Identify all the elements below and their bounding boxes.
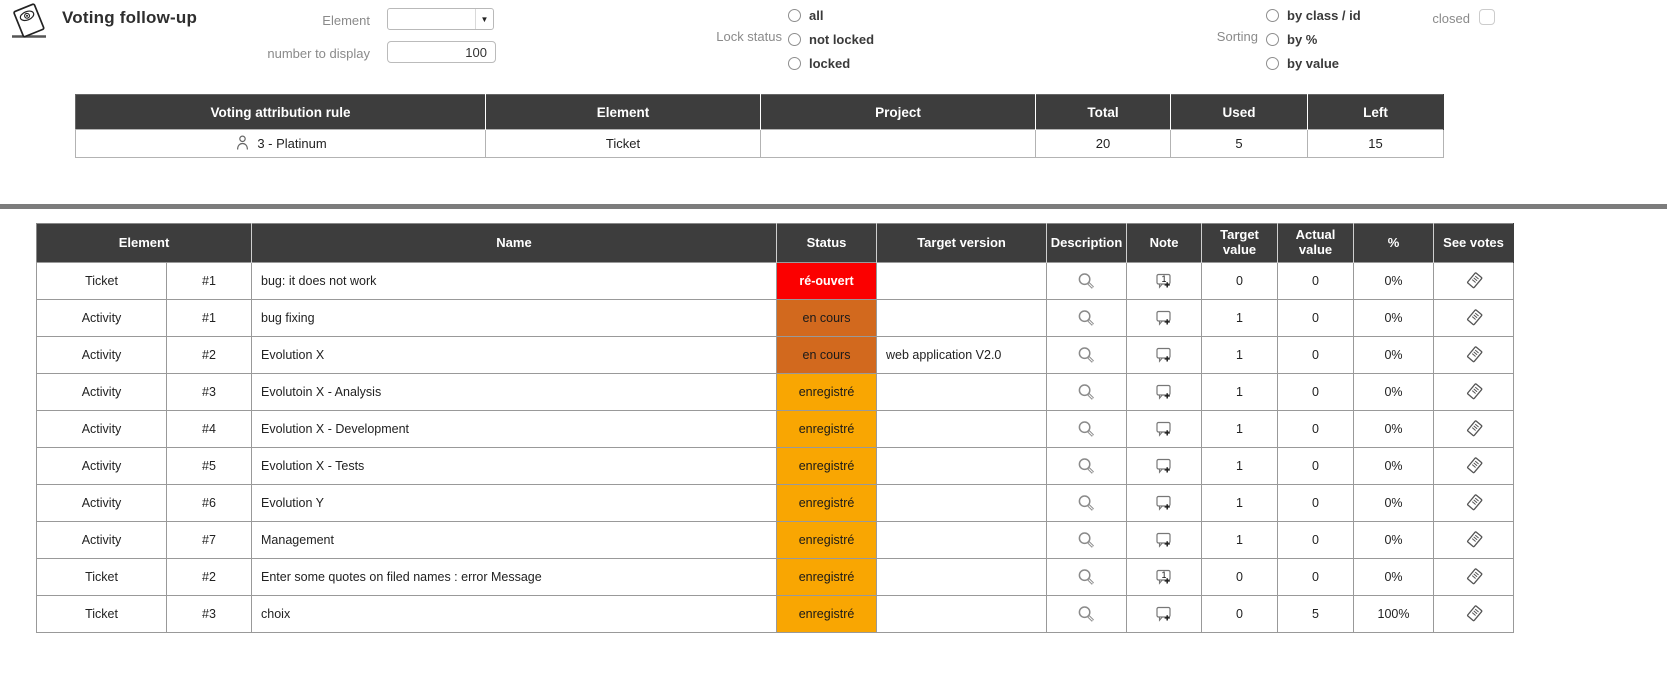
see-votes-icon[interactable] [1463,344,1485,366]
cell-actual-value: 0 [1278,448,1354,485]
description-magnifier-icon[interactable] [1076,382,1097,403]
col-left: Left [1308,95,1444,130]
rule-name: 3 - Platinum [257,136,327,151]
cell-element-type: Activity [37,522,167,559]
description-magnifier-icon[interactable] [1076,271,1097,292]
col-percent: % [1354,224,1434,263]
svg-text:1: 1 [1161,569,1167,580]
status-badge: en cours [777,337,876,373]
status-badge: ré-ouvert [777,263,876,299]
add-note-icon[interactable] [1154,419,1174,439]
cell-name: Evolution X [252,337,777,374]
sorting-label: Sorting [1216,29,1258,44]
cell-element-type: Activity [37,374,167,411]
vote-row[interactable] [37,300,1514,337]
cell-target-version [877,448,1047,485]
see-votes-icon[interactable] [1463,381,1485,403]
vote-row[interactable] [37,411,1514,448]
cell-percent: 0% [1354,448,1434,485]
cell-actual-value: 0 [1278,559,1354,596]
vote-row[interactable] [37,448,1514,485]
radio-all[interactable] [788,9,801,22]
col-status: Status [777,224,877,263]
rule-project [761,130,1036,158]
add-note-icon[interactable] [1154,567,1174,587]
svg-text:1: 1 [1161,273,1167,284]
vote-row[interactable] [37,485,1514,522]
closed-label: closed [1432,11,1470,26]
see-votes-icon[interactable] [1463,603,1485,625]
cell-percent: 100% [1354,596,1434,633]
cell-element-id: #2 [167,337,252,374]
vote-row[interactable] [37,374,1514,411]
description-magnifier-icon[interactable] [1076,567,1097,588]
cell-actual-value: 0 [1278,374,1354,411]
rule-left: 15 [1308,130,1444,158]
rule-used: 5 [1171,130,1308,158]
lock-status-radio-group [788,3,874,75]
add-note-icon[interactable] [1154,382,1174,402]
cell-element-id: #2 [167,559,252,596]
cell-target-version [877,300,1047,337]
cell-name: Evolution Y [252,485,777,522]
cell-element-id: #7 [167,522,252,559]
vote-row[interactable] [37,559,1514,596]
cell-actual-value: 0 [1278,263,1354,300]
cell-target-value: 1 [1202,300,1278,337]
description-magnifier-icon[interactable] [1076,308,1097,329]
cell-percent: 0% [1354,374,1434,411]
cell-percent: 0% [1354,263,1434,300]
votes-table [36,223,1514,633]
cell-target-version [877,411,1047,448]
cell-name: choix [252,596,777,633]
cell-actual-value: 0 [1278,337,1354,374]
cell-name: bug: it does not work [252,263,777,300]
vote-row[interactable] [37,337,1514,374]
number-to-display-label: number to display [267,46,370,61]
col-name: Name [252,224,777,263]
cell-name: Evolution X - Development [252,411,777,448]
add-note-icon[interactable] [1154,308,1174,328]
cell-name: Evolutoin X - Analysis [252,374,777,411]
radio-option-locked[interactable]: locked [788,51,874,75]
radio-option-by-value[interactable]: by value [1266,51,1361,75]
col-used: Used [1171,95,1308,130]
status-badge: enregistré [777,559,876,595]
see-votes-icon[interactable] [1463,529,1485,551]
cell-target-value: 0 [1202,596,1278,633]
col-target-value: Target value [1202,224,1278,263]
cell-element-type: Ticket [37,263,167,300]
cell-target-value: 1 [1202,411,1278,448]
attribution-table [75,94,1444,158]
section-divider [0,204,1667,209]
cell-actual-value: 0 [1278,522,1354,559]
radio-option-by-class-id[interactable]: by class / id [1266,3,1361,27]
cell-target-version [877,485,1047,522]
add-note-icon[interactable] [1154,271,1174,291]
voting-follow-up-icon [10,2,52,45]
vote-row[interactable] [37,596,1514,633]
status-badge: en cours [777,300,876,336]
status-badge: enregistré [777,411,876,447]
col-element: Element [486,95,761,130]
see-votes-icon[interactable] [1463,455,1485,477]
cell-percent: 0% [1354,337,1434,374]
radio-locked[interactable] [788,57,801,70]
see-votes-icon[interactable] [1463,270,1485,292]
cell-actual-value: 0 [1278,300,1354,337]
description-magnifier-icon[interactable] [1076,530,1097,551]
col-see-votes: See votes [1434,224,1514,263]
votes-table-body [37,263,1514,633]
col-description: Description [1047,224,1127,263]
attribution-row[interactable] [76,130,1444,158]
description-magnifier-icon[interactable] [1076,493,1097,514]
see-votes-icon[interactable] [1463,492,1485,514]
vote-row[interactable] [37,263,1514,300]
description-magnifier-icon[interactable] [1076,456,1097,477]
col-project: Project [761,95,1036,130]
radio-option-by-percent[interactable]: by % [1266,27,1361,51]
description-magnifier-icon[interactable] [1076,604,1097,625]
votes-header-row [37,224,1514,263]
element-label: Element [322,13,370,28]
rule-total: 20 [1036,130,1171,158]
add-note-icon[interactable] [1154,604,1174,624]
radio-by-class-id[interactable] [1266,9,1279,22]
sorting-radio-group [1266,3,1361,75]
col-actual-value: Actual value [1278,224,1354,263]
element-combobox[interactable] [387,8,494,30]
cell-target-value: 0 [1202,263,1278,300]
cell-percent: 0% [1354,485,1434,522]
cell-percent: 0% [1354,411,1434,448]
cell-element-type: Ticket [37,559,167,596]
closed-checkbox[interactable] [1479,9,1495,25]
filter-bar [0,0,1667,88]
col-element: Element [37,224,252,263]
add-note-icon[interactable] [1154,456,1174,476]
vote-row[interactable] [37,522,1514,559]
see-votes-icon[interactable] [1463,566,1485,588]
page-title: Voting follow-up [62,8,198,27]
cell-percent: 0% [1354,300,1434,337]
cell-target-value: 1 [1202,485,1278,522]
col-voting-attribution-rule: Voting attribution rule [76,95,486,130]
title-block [10,2,197,45]
radio-not-locked[interactable] [788,33,801,46]
radio-by-value[interactable] [1266,57,1279,70]
cell-element-id: #1 [167,263,252,300]
cell-element-id: #3 [167,596,252,633]
add-note-icon[interactable] [1154,530,1174,550]
chevron-down-icon[interactable]: ▼ [475,9,493,29]
cell-percent: 0% [1354,559,1434,596]
cell-element-id: #5 [167,448,252,485]
see-votes-icon[interactable] [1463,307,1485,329]
description-magnifier-icon[interactable] [1076,345,1097,366]
cell-target-value: 0 [1202,559,1278,596]
col-target-version: Target version [877,224,1047,263]
cell-element-type: Activity [37,337,167,374]
cell-element-type: Activity [37,448,167,485]
col-total: Total [1036,95,1171,130]
cell-element-id: #3 [167,374,252,411]
cell-target-version [877,559,1047,596]
cell-target-value: 1 [1202,522,1278,559]
cell-target-version: web application V2.0 [877,337,1047,374]
cell-name: Enter some quotes on filed names : error Message [252,559,777,596]
add-note-icon[interactable] [1154,345,1174,365]
cell-target-version [877,596,1047,633]
cell-element-id: #1 [167,300,252,337]
cell-target-version [877,263,1047,300]
person-icon [234,134,251,154]
cell-element-type: Activity [37,411,167,448]
description-magnifier-icon[interactable] [1076,419,1097,440]
radio-option-all[interactable]: all [788,3,874,27]
cell-name: Evolution X - Tests [252,448,777,485]
status-badge: enregistré [777,485,876,521]
radio-by-percent[interactable] [1266,33,1279,46]
cell-actual-value: 0 [1278,485,1354,522]
cell-element-id: #4 [167,411,252,448]
cell-actual-value: 0 [1278,411,1354,448]
status-badge: enregistré [777,374,876,410]
rule-element: Ticket [486,130,761,158]
status-badge: enregistré [777,522,876,558]
number-to-display-input[interactable] [387,41,496,63]
cell-element-type: Activity [37,485,167,522]
see-votes-icon[interactable] [1463,418,1485,440]
cell-percent: 0% [1354,522,1434,559]
cell-name: Management [252,522,777,559]
status-badge: enregistré [777,596,876,632]
status-badge: enregistré [777,448,876,484]
col-note: Note [1127,224,1202,263]
cell-element-id: #6 [167,485,252,522]
cell-element-type: Activity [37,300,167,337]
cell-actual-value: 5 [1278,596,1354,633]
cell-target-version [877,374,1047,411]
cell-target-value: 1 [1202,374,1278,411]
add-note-icon[interactable] [1154,493,1174,513]
attribution-header-row [76,95,1444,130]
cell-name: bug fixing [252,300,777,337]
cell-target-value: 1 [1202,448,1278,485]
cell-target-value: 1 [1202,337,1278,374]
lock-status-label: Lock status [716,29,782,44]
element-input[interactable] [388,9,475,29]
cell-target-version [877,522,1047,559]
radio-option-not-locked[interactable]: not locked [788,27,874,51]
cell-element-type: Ticket [37,596,167,633]
